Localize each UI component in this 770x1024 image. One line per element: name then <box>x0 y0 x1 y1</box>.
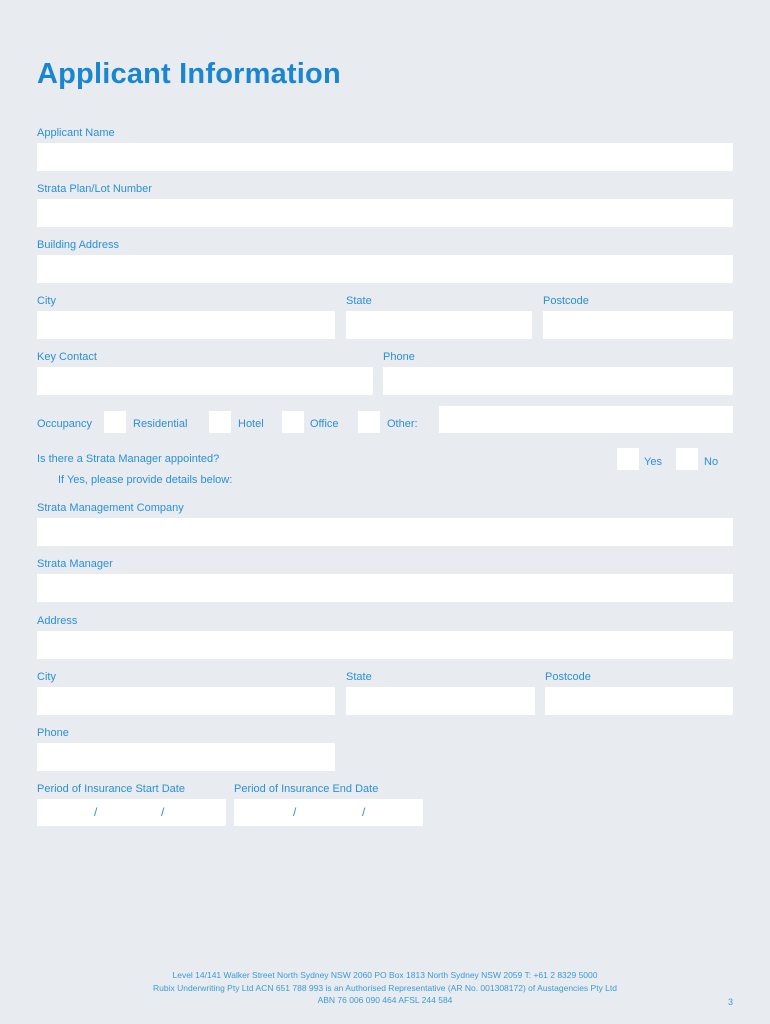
residential-label: Residential <box>133 418 188 430</box>
start-date-separator: / <box>161 805 165 819</box>
manager-phone-field[interactable] <box>37 743 335 771</box>
residential-checkbox[interactable] <box>104 411 126 433</box>
manager-state-label: State <box>346 671 372 683</box>
strata-manager-field[interactable] <box>37 574 733 602</box>
building-address-field[interactable] <box>37 255 733 283</box>
end-date-separator: / <box>293 805 297 819</box>
manager-state-field[interactable] <box>346 687 535 715</box>
strata-company-field[interactable] <box>37 518 733 546</box>
end-date-label: Period of Insurance End Date <box>234 783 379 795</box>
strata-company-label: Strata Management Company <box>37 502 184 514</box>
postcode-field[interactable] <box>543 311 733 339</box>
yes-checkbox[interactable] <box>617 448 639 470</box>
footer-company-line: Rubix Underwriting Pty Ltd ACN 651 788 993 is an Authorised Representative (AR No. 001308172) of Austagencies Pty Ltd <box>153 982 617 993</box>
start-date-label: Period of Insurance Start Date <box>37 783 185 795</box>
manager-postcode-field[interactable] <box>545 687 733 715</box>
manager-phone-label: Phone <box>37 727 69 739</box>
page-number: 3 <box>728 997 734 1007</box>
no-label: No <box>704 456 719 468</box>
footer <box>0 969 770 1007</box>
start-date-field[interactable] <box>37 799 226 826</box>
state-field[interactable] <box>346 311 532 339</box>
end-date-field[interactable] <box>234 799 423 826</box>
address-field[interactable] <box>37 631 733 659</box>
strata-plan-field[interactable] <box>37 199 733 227</box>
footer-address-line: Level 14/141 Walker Street North Sydney NSW 2060 PO Box 1813 North Sydney NSW 2059 T: +61 2 8329 5000 <box>172 970 598 980</box>
if-yes-instruction: If Yes, please provide details below: <box>58 474 233 486</box>
applicant-name-label: Applicant Name <box>37 127 115 139</box>
city-field[interactable] <box>37 311 335 339</box>
manager-postcode-label: Postcode <box>545 671 591 683</box>
building-address-label: Building Address <box>37 239 119 251</box>
strata-plan-label: Strata Plan/Lot Number <box>37 183 152 195</box>
strata-manager-label: Strata Manager <box>37 558 113 570</box>
other-checkbox[interactable] <box>358 411 380 433</box>
postcode-label: Postcode <box>543 295 589 307</box>
state-label: State <box>346 295 372 307</box>
occupancy-label: Occupancy <box>37 418 93 430</box>
key-contact-field[interactable] <box>37 367 373 395</box>
start-date-separator: / <box>94 805 98 819</box>
key-contact-label: Key Contact <box>37 351 97 363</box>
other-field[interactable] <box>439 406 733 433</box>
office-checkbox[interactable] <box>282 411 304 433</box>
manager-city-field[interactable] <box>37 687 335 715</box>
yes-label: Yes <box>644 456 662 468</box>
office-label: Office <box>310 418 339 430</box>
applicant-name-field[interactable] <box>37 143 733 171</box>
hotel-checkbox[interactable] <box>209 411 231 433</box>
page-title: Applicant Information <box>37 58 341 90</box>
footer-abn-line: ABN 76 006 090 464 AFSL 244 584 <box>317 995 453 1005</box>
no-checkbox[interactable] <box>676 448 698 470</box>
manager-city-label: City <box>37 671 56 683</box>
address-label: Address <box>37 615 78 627</box>
end-date-separator: / <box>362 805 366 819</box>
strata-manager-question: Is there a Strata Manager appointed? <box>37 453 220 465</box>
hotel-label: Hotel <box>238 418 264 430</box>
other-label: Other: <box>387 418 418 430</box>
phone-label: Phone <box>383 351 415 363</box>
phone-field[interactable] <box>383 367 733 395</box>
city-label: City <box>37 295 56 307</box>
